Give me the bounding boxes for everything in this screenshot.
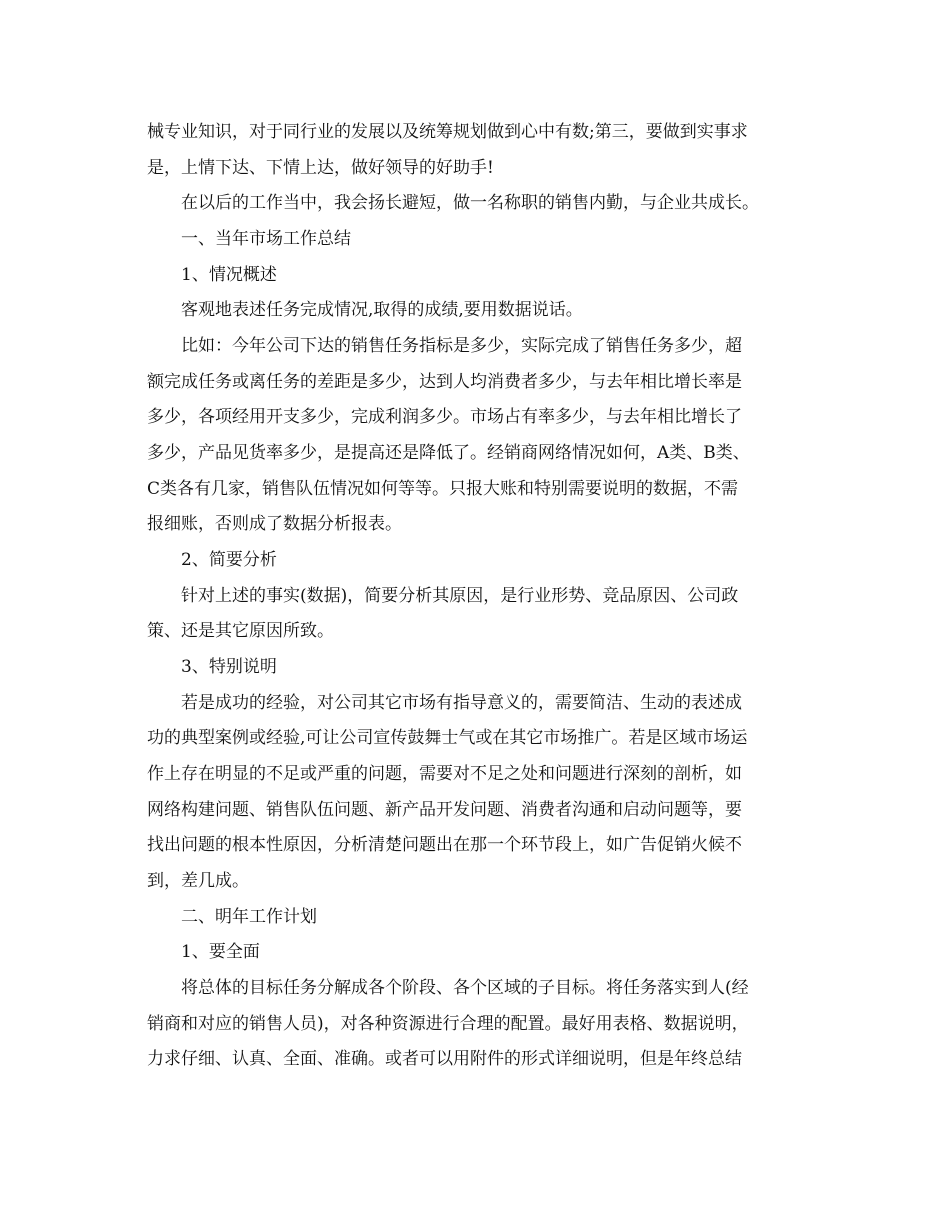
text-line: 额完成任务或离任务的差距是多少，达到人均消费者多少，与去年相比增长率是 (147, 372, 742, 392)
text-line: 多少，各项经用开支多少，完成利润多少。市场占有率多少，与去年相比增长了 (147, 407, 742, 427)
text-line: 是，上情下达、下情上达，做好领导的好助手! (147, 158, 494, 178)
text-line: 销商和对应的销售人员)，对各种资源进行合理的配置。最好用表格、数据说明， (147, 1014, 749, 1034)
text-line: 多少，产品见货率多少，是提高还是降低了。经销商网络情况如何，A类、B类、 (147, 443, 750, 463)
section-heading: 二、明年工作计划 (181, 907, 317, 927)
text-line: C类各有几家，销售队伍情况如何等等。只报大账和特别需要说明的数据，不需 (147, 479, 739, 499)
text-line: 力求仔细、认真、全面、准确。或者可以用附件的形式详细说明，但是年终总结 (147, 1049, 742, 1069)
text-line: 网络构建问题、销售队伍问题、新产品开发问题、消费者沟通和启动问题等，要 (147, 800, 742, 820)
paragraph-line: 客观地表述任务完成情况,取得的成绩,要用数据说话。 (181, 300, 583, 320)
paragraph-line: 针对上述的事实(数据)，简要分析其原因，是行业形势、竞品原因、公司政 (181, 586, 739, 606)
section-heading: 一、当年市场工作总结 (181, 229, 351, 249)
subsection-heading: 3、特别说明 (181, 657, 277, 677)
subsection-heading: 1、要全面 (181, 942, 260, 962)
paragraph-line: 若是成功的经验，对公司其它市场有指导意义的，需要简洁、生动的表述成 (181, 693, 742, 713)
paragraph-line: 比如：今年公司下达的销售任务指标是多少，实际完成了销售任务多少，超 (181, 336, 742, 356)
paragraph-line: 在以后的工作当中，我会扬长避短，做一名称职的销售内勤，与企业共成长。 (181, 193, 759, 213)
paragraph-line: 将总体的目标任务分解成各个阶段、各个区域的子目标。将任务落实到人(经 (181, 978, 749, 998)
text-line: 策、还是其它原因所致。 (147, 621, 334, 641)
text-line: 到，差几成。 (147, 871, 249, 891)
text-line: 功的典型案例或经验,可让公司宣传鼓舞士气或在其它市场推广。若是区域市场运 (147, 728, 748, 748)
text-line: 找出问题的根本性原因，分析清楚问题出在那一个环节段上，如广告促销火候不 (147, 835, 742, 855)
subsection-heading: 1、情况概述 (181, 265, 277, 285)
text-line: 械专业知识，对于同行业的发展以及统筹规划做到心中有数;第三，要做到实事求 (147, 122, 748, 142)
text-line: 报细账，否则成了数据分析报表。 (147, 514, 402, 534)
text-line: 作上存在明显的不足或严重的问题，需要对不足之处和问题进行深刻的剖析，如 (147, 764, 742, 784)
subsection-heading: 2、简要分析 (181, 550, 277, 570)
